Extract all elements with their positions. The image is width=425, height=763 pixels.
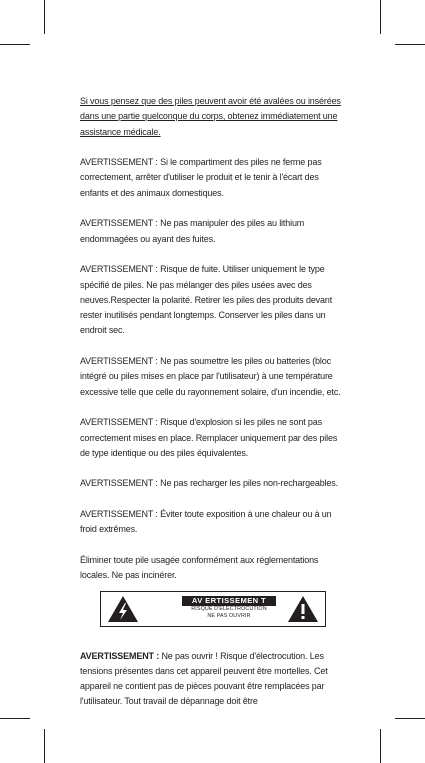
warning-text: Ne pas ouvrir ! Risque d'électrocution. Les tensions présentes dans cet appareil peuvent être mortelles. Cet appareil ne contient pas de pièces pouvant être remplacées par l'utilisateur. Tout travail de dépannage doit être <box>80 650 328 707</box>
exclamation-triangle-icon <box>286 594 320 624</box>
warning-label-line: NE PAS OUVRIR <box>207 612 251 619</box>
electrocution-warning-paragraph <box>80 649 346 710</box>
crop-mark <box>0 44 30 45</box>
warning-label-heading: AV ERTISSEMEN T <box>182 596 276 606</box>
warning-paragraph: AVERTISSEMENT : Si le compartiment des piles ne ferme pas correctement, arrêter d'utiliser le produit et le tenir à l'écart des enfants et des animaux domestiques. <box>80 157 322 198</box>
ingestion-notice: Si vous pensez que des piles peuvent avoir été avalées ou insérées dans une partie quelconque du corps, obtenez immédiatement une assistance médicale. <box>80 96 341 137</box>
warning-paragraph: AVERTISSEMENT : Ne pas soumettre les piles ou batteries (bloc intégré ou piles mises en place par l'utilisateur) à une température excessive telle que celle du rayonnement solaire, d'un incendie, etc. <box>80 356 341 397</box>
document-body <box>80 94 346 710</box>
crop-mark <box>395 718 425 719</box>
electric-shock-warning-label <box>100 591 326 627</box>
warning-paragraph: AVERTISSEMENT : Risque d'explosion si les piles ne sont pas correctement mises en place. Remplacer uniquement par des piles de type identique ou des piles équivalentes. <box>80 417 338 458</box>
crop-mark <box>395 44 425 45</box>
warning-paragraph: AVERTISSEMENT : Ne pas recharger les piles non-rechargeables. <box>80 478 338 489</box>
warning-label-line: RISQUE D'ÉLECTROCUTION <box>191 605 267 612</box>
warning-paragraph: AVERTISSEMENT : Ne pas manipuler des piles au lithium endommagées ou ayant des fuites. <box>80 218 305 244</box>
warning-label-text <box>182 596 276 622</box>
crop-mark <box>0 718 30 719</box>
lightning-triangle-icon <box>106 594 140 624</box>
warning-paragraph: AVERTISSEMENT : Risque de fuite. Utiliser uniquement le type spécifié de piles. Ne pas mélanger des piles usées avec des neuves.Respecter la polarité. Retirer les piles des produits devant rester inutilisés pendant longtemps. Conserver les piles dans un endroit sec. <box>80 264 333 336</box>
crop-mark <box>44 0 45 34</box>
crop-mark <box>44 729 45 763</box>
warning-lead: AVERTISSEMENT : <box>80 650 160 661</box>
crop-mark <box>380 729 381 763</box>
disposal-paragraph: Éliminer toute pile usagée conformément aux réglementations locales. Ne pas incinérer. <box>80 554 319 581</box>
warning-paragraph: AVERTISSEMENT : Éviter toute exposition à une chaleur ou à un froid extrêmes. <box>80 509 332 535</box>
crop-mark <box>380 0 381 34</box>
